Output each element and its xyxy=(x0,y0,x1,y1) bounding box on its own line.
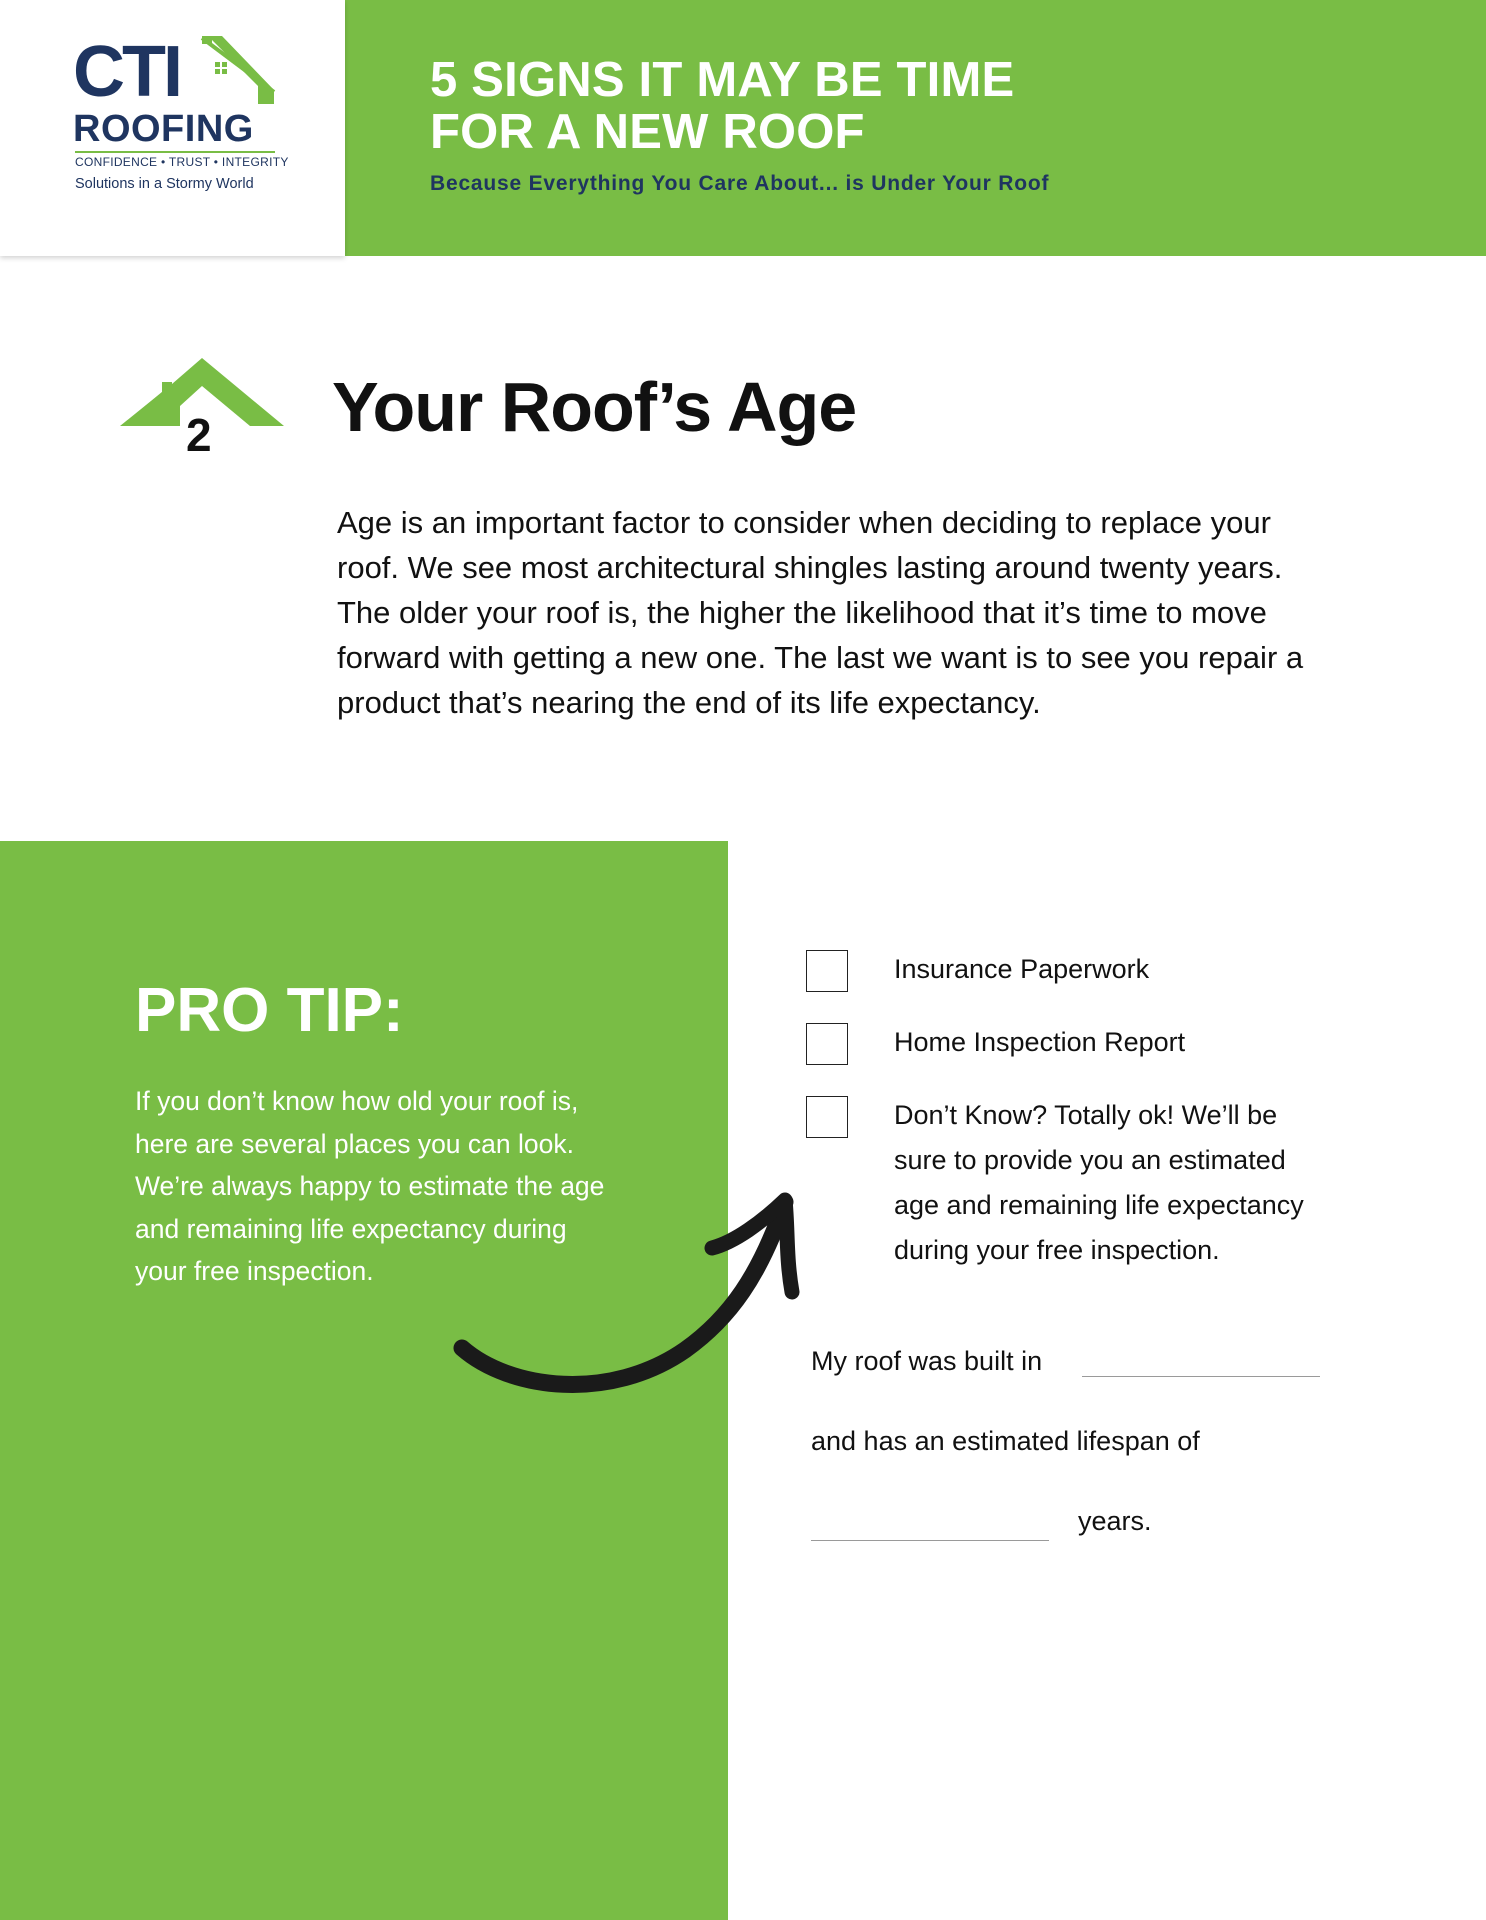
pro-tip-title: PRO TIP: xyxy=(135,976,404,1045)
checklist-label: Home Inspection Report xyxy=(894,1027,1186,1057)
logo-wordmark: ROOFING xyxy=(73,108,254,150)
section-title: Your Roof’s Age xyxy=(332,368,857,446)
section-body: Age is an important factor to consider when deciding to replace your roof. We see most architectural shingles lasting around twenty years. The older your roof is, the higher the likelihood that it’s time to move forward with getting a new one. The last we want is to see you repair a product that’s nearing the end of its life expectancy. xyxy=(337,505,1304,720)
built-year-field[interactable] xyxy=(1082,1376,1320,1377)
logo-brand: CTI xyxy=(73,32,180,112)
page-subtitle: Because Everything You Care About... is Under Your Roof xyxy=(430,172,1050,195)
page-title-line2: FOR A NEW ROOF xyxy=(430,105,865,159)
lifespan-field[interactable] xyxy=(811,1540,1049,1541)
page-title xyxy=(430,54,1014,158)
checklist-label: Insurance Paperwork xyxy=(894,954,1150,984)
section-number: 2 xyxy=(186,409,212,461)
checkbox-dont-know[interactable] xyxy=(806,1096,848,1138)
lifespan-label: and has an estimated lifespan of xyxy=(811,1426,1200,1456)
checkbox-insurance-paperwork[interactable] xyxy=(806,950,848,992)
curved-arrow-icon xyxy=(440,1180,810,1410)
built-year-label: My roof was built in xyxy=(811,1346,1043,1376)
logo-slogan: Solutions in a Stormy World xyxy=(75,176,254,192)
house-roof-icon xyxy=(188,34,278,106)
years-label: years. xyxy=(1078,1506,1152,1536)
checkbox-home-inspection-report[interactable] xyxy=(806,1023,848,1065)
checklist-label: Don’t Know? Totally ok! We’ll be sure to provide you an estimated age and remaining life expectancy during your free inspection. xyxy=(894,1100,1304,1265)
logo-divider xyxy=(75,151,275,153)
pro-tip-text: If you don’t know how old your roof is, here are several places you can look. We’re always happy to estimate the age and remaining life expectancy during your free inspection. xyxy=(135,1086,605,1286)
logo-tagline: CONFIDENCE • TRUST • INTEGRITY xyxy=(75,155,289,169)
page-title-line1: 5 SIGNS IT MAY BE TIME xyxy=(430,53,1015,107)
logo xyxy=(0,0,345,256)
